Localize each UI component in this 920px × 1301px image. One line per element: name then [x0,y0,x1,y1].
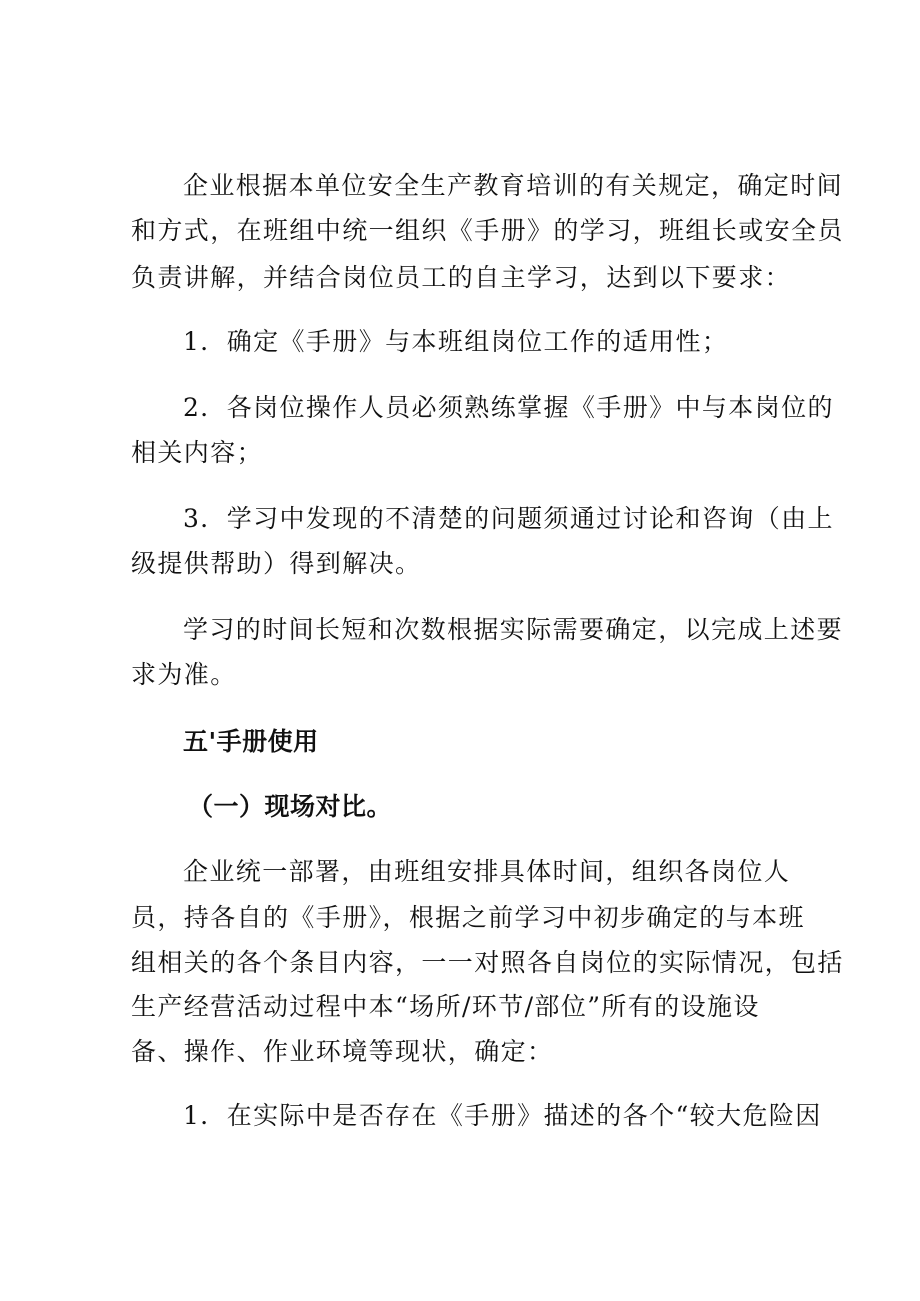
paragraph-line: 企业根据本单位安全生产教育培训的有关规定，确定时间 [183,171,844,200]
paragraph-line: 生产经营活动过程中本“场所/环节/部位”所有的设施设 [131,992,760,1021]
paragraph-line: 负责讲解，并结合岗位员工的自主学习，达到以下要求： [131,263,792,292]
section-heading: 五'手册使用 [183,727,319,756]
paragraph-line: 企业统一部署，由班组安排具体时间，组织各岗位人 [183,857,791,886]
paragraph-line: 员，持各自的《手册》，根据之前学习中初步确定的与本班 [131,903,805,932]
paragraph-line: 求为准。 [131,660,237,689]
list-item-2-continuation: 相关内容； [131,438,264,467]
subsection-heading: （一）现场对比。 [188,792,393,821]
paragraph-line: 组相关的各个条目内容，一一对照各自岗位的实际情况，包括 [131,948,844,977]
paragraph-line: 备、操作、作业环境等现状，确定： [131,1037,554,1066]
list-item-1: 1．在实际中是否存在《手册》描述的各个“较大危险因 [183,1101,822,1130]
list-item-1: 1．确定《手册》与本班组岗位工作的适用性； [183,327,729,356]
paragraph-line: 和方式，在班组中统一组织《手册》的学习，班组长或安全员 [131,216,844,245]
list-item-3-continuation: 级提供帮助）得到解决。 [131,549,422,578]
list-item-2: 2．各岗位操作人员必须熟练掌握《手册》中与本岗位的 [183,393,834,422]
list-item-3: 3．学习中发现的不清楚的问题须通过讨论和咨询（由上 [183,504,834,533]
paragraph-line: 学习的时间长短和次数根据实际需要确定，以完成上述要 [183,615,844,644]
